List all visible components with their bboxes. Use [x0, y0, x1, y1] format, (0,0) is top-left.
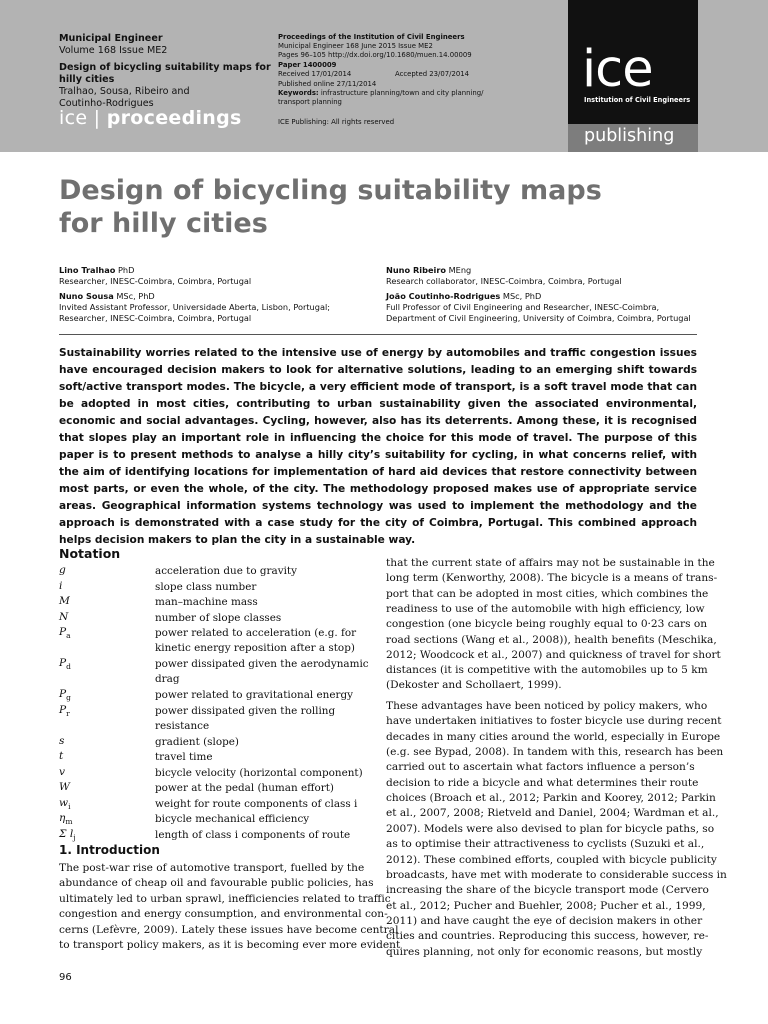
rights-statement: ICE Publishing: All rights reserved	[278, 118, 395, 126]
notation-symbol-subscript: r	[66, 708, 70, 718]
notation-symbol-subscript: d	[66, 662, 71, 672]
notation-symbol-main: i	[59, 579, 63, 592]
notation-definition: power dissipated given the rolling	[155, 704, 336, 717]
journal-name: Municipal Engineer	[59, 33, 163, 44]
series-ice: ice	[59, 107, 88, 129]
body-text-line: The post-war rise of automotive transport, fuelled by the	[59, 862, 365, 874]
author-block	[59, 291, 330, 324]
logo-institution-text: Institution of Civil Engineers	[584, 96, 691, 104]
body-text-line: congestion (one bicycle being roughly equal to 0·23 cars on	[386, 618, 708, 631]
running-authors-line-2: Coutinho-Rodrigues	[59, 98, 154, 109]
notation-symbol-main: t	[59, 750, 64, 762]
notation-heading: Notation	[59, 546, 121, 561]
notation-symbol	[59, 735, 64, 747]
body-text-line: have undertaken initiatives to foster bicycle use during recent	[386, 715, 722, 728]
body-text-line: These advantages have been noticed by policy makers, who	[386, 700, 708, 712]
notation-symbol-main: Σ l	[59, 827, 74, 840]
body-text-line: port that can be adopted in most cities, which combines the	[386, 587, 709, 600]
keywords-continued: transport planning	[278, 98, 342, 106]
journal-header	[0, 0, 768, 152]
body-text-line: road sections (Wang et al., 2008)), health benefits (Meschika,	[386, 633, 717, 646]
notation-definition: acceleration due to gravity	[155, 565, 297, 577]
notation-symbol	[59, 704, 70, 718]
author-name	[59, 291, 330, 302]
author-degree: PhD	[115, 265, 135, 275]
author-affiliation: Full Professor of Civil Engineering and Researcher, INESC-Coimbra,	[386, 302, 660, 312]
body-text-line: cities and countries. Reproducing this success, however, re-	[386, 930, 709, 943]
body-text-line: as to optimise their attractiveness to cyclists (Suzuki et al.,	[386, 838, 705, 851]
notation-symbol-main: s	[59, 734, 65, 747]
author-affiliation: Researcher, INESC-Coimbra, Coimbra, Portugal	[59, 276, 252, 286]
notation-symbol	[59, 828, 76, 842]
notation-definition: power dissipated given the aerodynamic	[155, 658, 369, 670]
notation-symbol	[59, 688, 71, 702]
notation-definition: number of slope classes	[155, 611, 282, 624]
author-affiliation: Invited Assistant Professor, Universidade Aberta, Lisbon, Portugal;	[59, 302, 330, 312]
notation-definition: gradient (slope)	[155, 735, 239, 748]
author-name	[59, 265, 251, 276]
body-text-line: congestion and energy consumption, and environmental con-	[59, 908, 388, 921]
body-text-line: (e.g. see Bypad, 2008). In tandem with this, research has been	[386, 746, 724, 759]
notation-symbol-subscript: a	[66, 631, 71, 641]
logo-publishing-text: publishing	[584, 126, 675, 146]
notation-symbol	[59, 781, 70, 793]
notation-symbol-main: P	[59, 657, 67, 669]
notation-symbol-main: v	[59, 765, 65, 778]
body-text-line: et al., 2007, 2008; Rietveld and Daniel, 2004; Wardman et al.,	[386, 807, 719, 820]
series-separator: |	[93, 107, 101, 129]
body-text-line: decision to ride a bicycle and what determines their route	[386, 776, 699, 789]
notation-definition: power related to acceleration (e.g. for	[155, 627, 357, 639]
running-title-line-1: Design of bicycling suitability maps for	[59, 62, 271, 73]
body-text-line: readiness to use of the automobile with high efficiency, low	[386, 602, 705, 615]
running-title-line-2: hilly cities	[59, 74, 115, 85]
abstract: Sustainability worries related to the intensive use of energy by automobiles and traffic congestion issues have encouraged decision makers to look for alternative solutions, leading to an emerging shift towards soft/active transport modes. The bicycle, a very efficient mode of transport, is a soft travel mode that can be adopted in most cities, contributing to urban sustainability given the associated environmental, economic and social advantages. Cycling, however, also has its deterrents. Among these, it is recognised that slopes play an important role in influencing the choice for this mode of travel. The purpose of this paper is to present methods to analyse a hilly city’s suitability for cycling, in what concerns relief, with the aim of identifying locations for implementation of hard aid devices that restore connectivity between most parts, or even the whole, of the city. The methodology proposed makes use of appropriate service areas. Geographical information systems technology was used to implement the methodology and the approach is demonstrated with a case study for the city of Coimbra, Portugal. This combined approach helps decision makers to plan the city in a sustainable way.	[59, 347, 697, 546]
notation-symbol-main: W	[59, 781, 70, 793]
notation-symbol-subscript: g	[66, 693, 71, 703]
author-affiliation: Researcher, INESC-Coimbra, Coimbra, Portugal	[59, 313, 252, 323]
notation-definition: power related to gravitational energy	[155, 689, 353, 701]
author-block	[386, 291, 691, 324]
notation-definition: travel time	[155, 751, 213, 763]
accepted-date: Accepted 23/07/2014	[395, 70, 470, 78]
notation-symbol-main: P	[59, 703, 67, 716]
body-text-line: that the current state of affairs may not be sustainable in the	[386, 557, 715, 569]
notation-symbol-main: P	[59, 688, 67, 700]
title-line-1: Design of bicycling suitability maps	[59, 175, 602, 206]
ice-proceedings-series	[59, 107, 242, 129]
body-text-line: increasing the share of the bicycle transport mode (Cervero	[386, 884, 709, 897]
notation-definition: drag	[155, 673, 180, 685]
citation: Municipal Engineer 168 June 2015 Issue ME2	[278, 42, 433, 50]
notation-definition: weight for route components of class i	[155, 797, 358, 810]
body-text-line: carried out to ascertain what factors influence a person’s	[386, 761, 695, 774]
author-degree: MSc, PhD	[113, 291, 155, 301]
title-line-2: for hilly cities	[59, 208, 268, 239]
notation-symbol	[59, 797, 70, 811]
body-text-line: broadcasts, have met with moderate to considerable success in	[386, 868, 727, 881]
paper-title	[59, 174, 679, 240]
notation-symbol	[59, 611, 68, 623]
notation-symbol	[59, 595, 70, 607]
body-text-line: distances (it is competitive with the automobiles up to 5 km	[386, 664, 708, 677]
journal-volume: Volume 168 Issue ME2	[59, 45, 168, 56]
published-date: Published online 27/11/2014	[278, 80, 377, 88]
author-name-text: Nuno Ribeiro	[386, 265, 446, 275]
series-proceedings: proceedings	[106, 107, 242, 129]
paper-number: Paper 1400009	[278, 61, 337, 69]
body-text-line: 2011) and have caught the eye of decision makers in other	[386, 914, 703, 927]
notation-symbol	[59, 580, 62, 592]
running-authors-line-1: Tralhao, Sousa, Ribeiro and	[59, 86, 190, 97]
notation-symbol	[59, 766, 65, 778]
notation-definition: slope class number	[155, 580, 257, 593]
notation-definition: resistance	[155, 719, 210, 732]
logo-ice-text: ice	[582, 40, 653, 99]
keywords-text: infrastructure planning/town and city planning/	[318, 89, 484, 97]
notation-symbol-main: M	[59, 595, 70, 607]
author-name	[386, 291, 691, 302]
notation-symbol-main: P	[59, 626, 67, 638]
abstract-divider	[59, 334, 697, 335]
keywords-label: Keywords:	[278, 89, 319, 97]
notation-symbol-main: g	[59, 564, 66, 576]
notation-symbol-subscript: m	[65, 817, 73, 827]
body-text-line: to transport policy makers, as it is becoming ever more evident	[59, 939, 401, 951]
author-affiliation: Research collaborator, INESC-Coimbra, Coimbra, Portugal	[386, 276, 622, 286]
notation-definition: bicycle velocity (horizontal component)	[155, 766, 363, 779]
author-degree: MEng	[445, 265, 472, 275]
body-text-line: choices (Broach et al., 2012; Parkin and Koorey, 2012; Parkin	[386, 792, 716, 805]
body-text-line: 2012). These combined efforts, coupled with bicycle publicity	[386, 853, 717, 866]
notation-symbol-subscript: j	[73, 832, 76, 842]
body-text-line: 2012; Woodcock et al., 2007) and quickness of travel for short	[386, 648, 721, 661]
notation-definition: length of class i components of route	[155, 828, 351, 841]
body-text-line: abundance of cheap oil and favourable public policies, has	[59, 877, 374, 890]
notation-symbol	[59, 750, 63, 762]
notation-symbol-main: N	[59, 610, 69, 623]
notation-definition: power at the pedal (human effort)	[155, 782, 334, 794]
ice-publishing-logo	[568, 0, 698, 152]
notation-symbol-main: w	[59, 796, 69, 809]
pages-doi: Pages 96–105 http://dx.doi.org/10.1680/muen.14.00009	[278, 51, 472, 59]
logo-publishing-band	[568, 124, 698, 152]
received-date: Received 17/01/2014	[278, 70, 352, 78]
body-text-line: decades in many cities around the world, especially in Europe	[386, 730, 721, 743]
notation-symbol	[59, 657, 71, 671]
author-block	[59, 265, 251, 287]
author-block	[386, 265, 622, 287]
body-text-line: ultimately led to urban sprawl, inefficiencies related to traffic	[59, 892, 391, 905]
body-text-line: 2007). Models were also devised to plan for bicycle paths, so	[386, 822, 715, 835]
notation-symbol	[59, 564, 66, 576]
notation-symbol	[59, 812, 72, 826]
body-text-line: et al., 2012; Pucher and Buehler, 2008; Pucher et al., 1999,	[386, 899, 706, 912]
author-name	[386, 265, 622, 276]
body-text-line: (Dekoster and Schollaert, 1999).	[386, 679, 562, 692]
proceedings-name: Proceedings of the Institution of Civil Engineers	[278, 33, 465, 41]
body-text-line: cerns (Lefèvre, 2009). Lately these issues have become central	[59, 923, 399, 936]
keywords	[278, 89, 483, 97]
notation-definition: man–machine mass	[155, 596, 258, 608]
author-degree: MSc, PhD	[500, 291, 542, 301]
notation-definition: bicycle mechanical efficiency	[155, 813, 310, 825]
notation-symbol	[59, 626, 71, 640]
notation-definition: kinetic energy reposition after a stop)	[155, 642, 355, 654]
author-name-text: Lino Tralhao	[59, 265, 116, 275]
notation-symbol-main: η	[59, 812, 66, 824]
section-heading-introduction: 1. Introduction	[59, 843, 160, 857]
notation-symbol-subscript: i	[68, 801, 71, 811]
body-text-line: long term (Kenworthy, 2008). The bicycle is a means of trans-	[386, 572, 718, 585]
author-name-text: Nuno Sousa	[59, 291, 114, 301]
author-name-text: João Coutinho-Rodrigues	[386, 291, 501, 301]
page-number: 96	[59, 972, 72, 983]
body-text-line: quires planning, not only for economic reasons, but mostly	[386, 945, 703, 958]
author-affiliation: Department of Civil Engineering, University of Coimbra, Coimbra, Portugal	[386, 313, 691, 323]
